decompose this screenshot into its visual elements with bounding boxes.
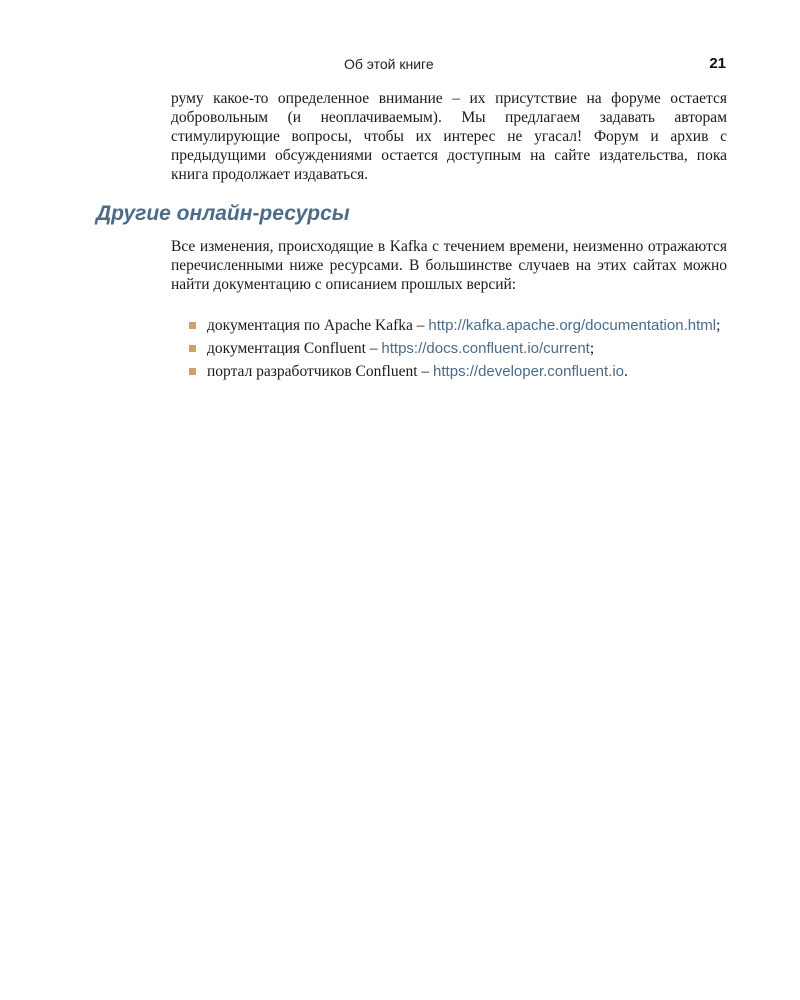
resource-label: портал разработчиков Confluent – <box>207 363 434 380</box>
resource-item <box>189 339 729 358</box>
resource-link[interactable]: https://docs.confluent.io/current <box>381 340 590 357</box>
running-header <box>0 56 800 76</box>
resource-item <box>189 362 729 381</box>
resource-link[interactable]: http://kafka.apache.org/documentation.html <box>428 317 717 334</box>
page-number: 21 <box>709 55 726 72</box>
bullet-icon <box>189 322 196 329</box>
resource-suffix: ; <box>716 317 721 334</box>
resource-suffix: ; <box>589 340 595 357</box>
body-paragraph: руму какое-то определенное внимание – их присутствие на форуме остается добровольным (и неоплачиваемым). Мы предлагаем задавать авторам стимулирующие вопросы, чтобы их интерес не угасал! Форум и архив с предыдущими обсуждениями остается доступным на сайте издательства, пока книга продолжает издаваться. <box>171 90 727 183</box>
section-heading: Другие онлайн-ресурсы <box>96 202 350 225</box>
bullet-icon <box>189 345 196 352</box>
resource-label: документация Confluent – <box>207 340 382 357</box>
resource-list <box>189 316 729 385</box>
resource-suffix: . <box>624 363 628 380</box>
resource-item <box>189 316 729 335</box>
resource-label: документация по Apache Kafka – <box>207 317 429 334</box>
running-title: Об этой книге <box>344 56 434 72</box>
section-intro-paragraph: Все изменения, происходящие в Kafka с течением времени, неизменно отражаются перечисленными ниже ресурсами. В большинстве случаев на этих сайтах можно найти документацию с описанием прошлых версий: <box>171 238 727 293</box>
bullet-icon <box>189 368 196 375</box>
resource-link[interactable]: https://developer.confluent.io <box>433 363 625 380</box>
